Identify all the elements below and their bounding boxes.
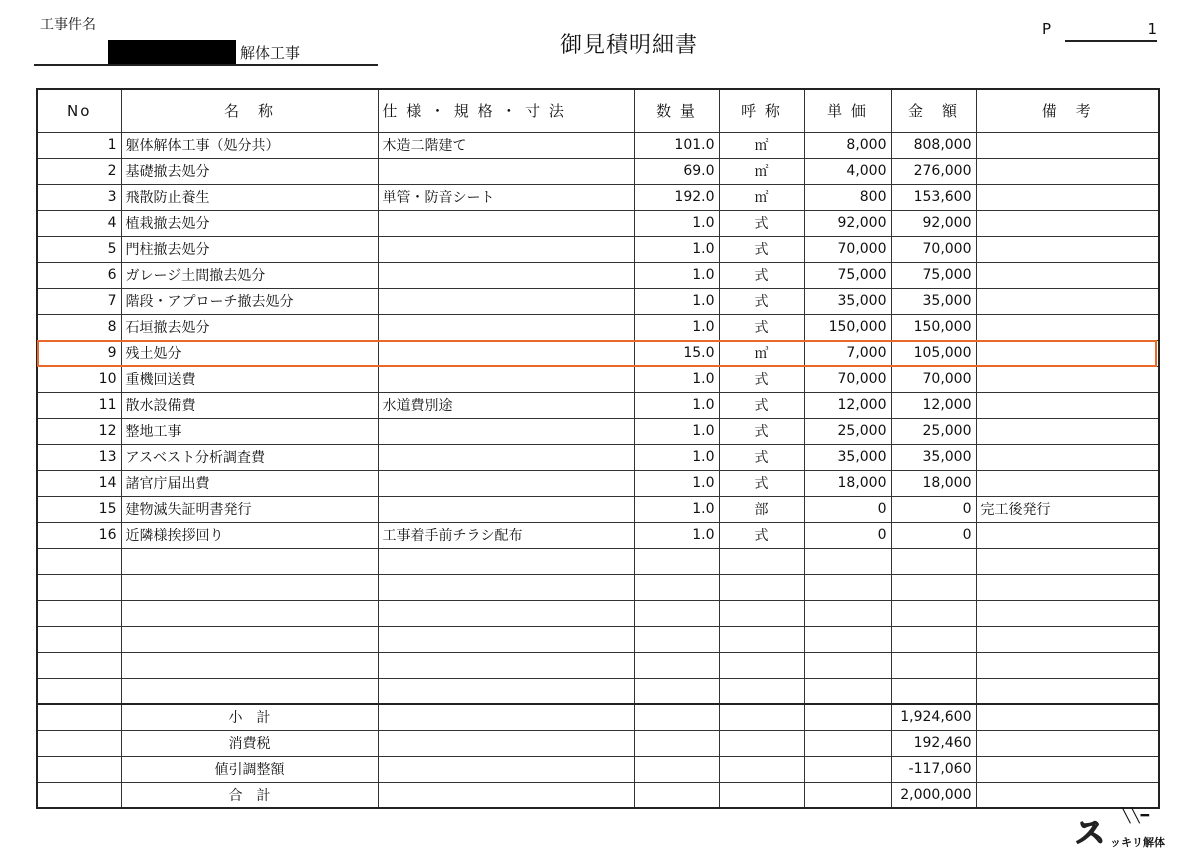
table-row <box>37 314 1159 340</box>
cell-unit <box>719 652 804 678</box>
cell-name: 基礎撤去処分 <box>121 158 378 184</box>
total-row <box>37 782 1159 808</box>
cell-price: 150,000 <box>804 314 891 340</box>
cell-name: 石垣撤去処分 <box>121 314 378 340</box>
cell-note <box>976 288 1159 314</box>
cell-note <box>976 444 1159 470</box>
cell-price <box>804 730 891 756</box>
cell-name: 散水設備費 <box>121 392 378 418</box>
cell-note: 完工後発行 <box>976 496 1159 522</box>
cell-no <box>37 652 121 678</box>
cell-note <box>976 314 1159 340</box>
cell-name: 躯体解体工事（処分共） <box>121 132 378 158</box>
cell-unit <box>719 704 804 730</box>
cell-amount: 75,000 <box>891 262 976 288</box>
cell-unit: ㎡ <box>719 184 804 210</box>
cell-unit <box>719 678 804 704</box>
cell-price <box>804 574 891 600</box>
cell-note <box>976 678 1159 704</box>
empty-row <box>37 626 1159 652</box>
cell-unit <box>719 756 804 782</box>
cell-price: 4,000 <box>804 158 891 184</box>
cell-no: 3 <box>37 184 121 210</box>
cell-qty <box>634 600 719 626</box>
table-row <box>37 262 1159 288</box>
cell-price: 0 <box>804 496 891 522</box>
cell-name: 近隣様挨拶回り <box>121 522 378 548</box>
underline <box>34 64 378 66</box>
cell-amount: 18,000 <box>891 470 976 496</box>
cell-spec <box>378 626 634 652</box>
cell-price: 7,000 <box>804 340 891 366</box>
cell-unit <box>719 626 804 652</box>
cell-qty <box>634 730 719 756</box>
cell-price <box>804 704 891 730</box>
cell-price: 18,000 <box>804 470 891 496</box>
cell-amount: 0 <box>891 496 976 522</box>
cell-name: 残土処分 <box>121 340 378 366</box>
cell-no <box>37 548 121 574</box>
cell-qty <box>634 782 719 808</box>
cell-qty: 1.0 <box>634 262 719 288</box>
cell-qty <box>634 574 719 600</box>
cell-qty: 69.0 <box>634 158 719 184</box>
cell-unit <box>719 600 804 626</box>
redacted-block <box>108 40 236 64</box>
cell-price: 25,000 <box>804 418 891 444</box>
cell-note <box>976 210 1159 236</box>
cell-note <box>976 184 1159 210</box>
cell-amount <box>891 574 976 600</box>
cell-price: 12,000 <box>804 392 891 418</box>
cell-price: 35,000 <box>804 288 891 314</box>
cell-qty: 1.0 <box>634 392 719 418</box>
total-amount: 2,000,000 <box>891 782 976 808</box>
table-row <box>37 522 1159 548</box>
cell-no: 10 <box>37 366 121 392</box>
cell-spec <box>378 314 634 340</box>
table-row <box>37 496 1159 522</box>
cell-note <box>976 574 1159 600</box>
cell-no: 5 <box>37 236 121 262</box>
cell-qty: 1.0 <box>634 366 719 392</box>
cell-spec <box>378 678 634 704</box>
cell-spec <box>378 652 634 678</box>
cell-amount <box>891 548 976 574</box>
empty-row <box>37 548 1159 574</box>
cell-unit: 式 <box>719 418 804 444</box>
cell-note <box>976 756 1159 782</box>
cell-spec <box>378 574 634 600</box>
total-amount: -117,060 <box>891 756 976 782</box>
total-row <box>37 704 1159 730</box>
cell-qty: 192.0 <box>634 184 719 210</box>
cell-qty <box>634 756 719 782</box>
table-row <box>37 470 1159 496</box>
column-header-note: 備 考 <box>976 89 1159 132</box>
cell-name <box>121 678 378 704</box>
empty-row <box>37 600 1159 626</box>
cell-unit: 式 <box>719 210 804 236</box>
cell-price: 70,000 <box>804 236 891 262</box>
cell-name: アスベスト分析調査費 <box>121 444 378 470</box>
project-name: 解体工事 <box>240 44 301 62</box>
cell-name: 門柱撤去処分 <box>121 236 378 262</box>
cell-name <box>121 548 378 574</box>
cell-amount: 105,000 <box>891 340 976 366</box>
cell-spec <box>378 236 634 262</box>
table-row <box>37 184 1159 210</box>
cell-spec: 単管・防音シート <box>378 184 634 210</box>
cell-note <box>976 704 1159 730</box>
cell-note <box>976 600 1159 626</box>
column-header-name: 名 称 <box>121 89 378 132</box>
cell-spec <box>378 730 634 756</box>
cell-name: 整地工事 <box>121 418 378 444</box>
cell-spec <box>378 470 634 496</box>
cell-unit: ㎡ <box>719 158 804 184</box>
page-label: P <box>1042 20 1052 38</box>
cell-name: 植栽撤去処分 <box>121 210 378 236</box>
cell-no: 9 <box>37 340 121 366</box>
cell-spec <box>378 756 634 782</box>
cell-qty: 1.0 <box>634 288 719 314</box>
cell-no: 8 <box>37 314 121 340</box>
cell-qty <box>634 548 719 574</box>
table-row <box>37 366 1159 392</box>
table-row <box>37 418 1159 444</box>
cell-note <box>976 418 1159 444</box>
cell-note <box>976 392 1159 418</box>
cell-note <box>976 132 1159 158</box>
cell-no: 15 <box>37 496 121 522</box>
cell-name <box>121 652 378 678</box>
cell-price: 35,000 <box>804 444 891 470</box>
cell-spec <box>378 548 634 574</box>
cell-qty <box>634 704 719 730</box>
cell-no <box>37 782 121 808</box>
cell-amount: 25,000 <box>891 418 976 444</box>
cell-price <box>804 756 891 782</box>
cell-amount <box>891 678 976 704</box>
cell-qty: 1.0 <box>634 418 719 444</box>
cell-amount <box>891 600 976 626</box>
cell-note <box>976 626 1159 652</box>
cell-amount: 153,600 <box>891 184 976 210</box>
cell-unit: 部 <box>719 496 804 522</box>
total-row <box>37 730 1159 756</box>
cell-note <box>976 262 1159 288</box>
cell-price: 0 <box>804 522 891 548</box>
cell-name <box>121 574 378 600</box>
cell-name: 重機回送費 <box>121 366 378 392</box>
table-row <box>37 132 1159 158</box>
cell-name: ガレージ土間撤去処分 <box>121 262 378 288</box>
cell-amount <box>891 626 976 652</box>
cell-unit: 式 <box>719 262 804 288</box>
cell-note <box>976 522 1159 548</box>
table-row <box>37 236 1159 262</box>
cell-unit: 式 <box>719 392 804 418</box>
cell-no: 16 <box>37 522 121 548</box>
cell-spec <box>378 444 634 470</box>
total-label: 消費税 <box>121 730 378 756</box>
cell-unit <box>719 574 804 600</box>
cell-unit: 式 <box>719 288 804 314</box>
cell-qty: 1.0 <box>634 236 719 262</box>
cell-amount: 35,000 <box>891 444 976 470</box>
logo: ス <box>1075 816 1105 851</box>
cell-no: 13 <box>37 444 121 470</box>
cell-price <box>804 600 891 626</box>
cell-amount: 12,000 <box>891 392 976 418</box>
cell-no: 14 <box>37 470 121 496</box>
empty-row <box>37 574 1159 600</box>
cell-no <box>37 730 121 756</box>
column-header-amount: 金 額 <box>891 89 976 132</box>
cell-no: 7 <box>37 288 121 314</box>
cell-spec <box>378 210 634 236</box>
cell-amount: 35,000 <box>891 288 976 314</box>
cell-unit: 式 <box>719 470 804 496</box>
cell-spec <box>378 418 634 444</box>
column-header-qty: 数 量 <box>634 89 719 132</box>
cell-unit: 式 <box>719 522 804 548</box>
table-row <box>37 288 1159 314</box>
burst-icon: ╲ ╲ ━ <box>1122 808 1148 824</box>
cell-note <box>976 236 1159 262</box>
cell-amount: 70,000 <box>891 236 976 262</box>
cell-unit: 式 <box>719 236 804 262</box>
cell-no: 11 <box>37 392 121 418</box>
cell-spec: 工事着手前チラシ配布 <box>378 522 634 548</box>
cell-price: 8,000 <box>804 132 891 158</box>
cell-unit: ㎡ <box>719 132 804 158</box>
table-header <box>37 89 1159 132</box>
cell-name: 階段・アプローチ撤去処分 <box>121 288 378 314</box>
cell-no: 1 <box>37 132 121 158</box>
cell-note <box>976 782 1159 808</box>
cell-name: 建物滅失証明書発行 <box>121 496 378 522</box>
cell-note <box>976 652 1159 678</box>
document-title: 御見積明細書 <box>560 33 699 58</box>
cell-no <box>37 678 121 704</box>
empty-row <box>37 652 1159 678</box>
cell-amount <box>891 652 976 678</box>
cell-no <box>37 756 121 782</box>
cell-price: 800 <box>804 184 891 210</box>
cell-name: 飛散防止養生 <box>121 184 378 210</box>
total-label: 小 計 <box>121 704 378 730</box>
cell-unit <box>719 730 804 756</box>
cell-qty: 1.0 <box>634 522 719 548</box>
cell-amount: 70,000 <box>891 366 976 392</box>
cell-no <box>37 600 121 626</box>
total-row <box>37 756 1159 782</box>
cell-spec <box>378 288 634 314</box>
cell-amount: 276,000 <box>891 158 976 184</box>
cell-note <box>976 366 1159 392</box>
column-header-price: 単 価 <box>804 89 891 132</box>
cell-name <box>121 600 378 626</box>
cell-qty: 1.0 <box>634 496 719 522</box>
cell-no <box>37 704 121 730</box>
cell-qty: 1.0 <box>634 444 719 470</box>
cell-spec <box>378 496 634 522</box>
cell-unit: 式 <box>719 444 804 470</box>
cell-price <box>804 548 891 574</box>
cell-qty <box>634 678 719 704</box>
cell-price: 75,000 <box>804 262 891 288</box>
estimate-table <box>36 88 1160 809</box>
column-header-spec: 仕 様 ・ 規 格 ・ 寸 法 <box>378 89 634 132</box>
cell-spec <box>378 262 634 288</box>
total-amount: 192,460 <box>891 730 976 756</box>
cell-note <box>976 158 1159 184</box>
total-label: 値引調整額 <box>121 756 378 782</box>
cell-unit: 式 <box>719 314 804 340</box>
cell-qty <box>634 626 719 652</box>
cell-price: 92,000 <box>804 210 891 236</box>
cell-price <box>804 782 891 808</box>
table-row <box>37 444 1159 470</box>
cell-spec: 木造二階建て <box>378 132 634 158</box>
total-amount: 1,924,600 <box>891 704 976 730</box>
cell-no <box>37 574 121 600</box>
cell-price: 70,000 <box>804 366 891 392</box>
cell-no: 12 <box>37 418 121 444</box>
cell-qty: 101.0 <box>634 132 719 158</box>
cell-price <box>804 626 891 652</box>
cell-no <box>37 626 121 652</box>
cell-price <box>804 678 891 704</box>
logo-text: ッキリ解体 <box>1110 836 1165 849</box>
cell-spec <box>378 366 634 392</box>
cell-unit <box>719 548 804 574</box>
table-row <box>37 210 1159 236</box>
cell-unit <box>719 782 804 808</box>
column-header-unit: 呼 称 <box>719 89 804 132</box>
table-row <box>37 158 1159 184</box>
empty-row <box>37 678 1159 704</box>
cell-spec <box>378 158 634 184</box>
cell-note <box>976 470 1159 496</box>
page-number: 1 <box>1065 20 1157 42</box>
cell-amount: 0 <box>891 522 976 548</box>
cell-amount: 150,000 <box>891 314 976 340</box>
cell-spec <box>378 782 634 808</box>
highlight-row-9 <box>37 340 1157 367</box>
cell-price <box>804 652 891 678</box>
cell-spec: 水道費別途 <box>378 392 634 418</box>
cell-qty <box>634 652 719 678</box>
cell-qty: 1.0 <box>634 470 719 496</box>
cell-qty: 15.0 <box>634 340 719 366</box>
project-name-label: 工事件名 <box>40 17 96 33</box>
cell-note <box>976 548 1159 574</box>
total-label: 合 計 <box>121 782 378 808</box>
cell-name: 諸官庁届出費 <box>121 470 378 496</box>
cell-name <box>121 626 378 652</box>
cell-unit: 式 <box>719 366 804 392</box>
cell-amount: 808,000 <box>891 132 976 158</box>
cell-note <box>976 730 1159 756</box>
column-header-no: No <box>37 89 121 132</box>
cell-qty: 1.0 <box>634 210 719 236</box>
cell-no: 4 <box>37 210 121 236</box>
cell-unit: ㎥ <box>719 340 804 366</box>
cell-spec <box>378 704 634 730</box>
table-row <box>37 392 1159 418</box>
cell-qty: 1.0 <box>634 314 719 340</box>
cell-no: 2 <box>37 158 121 184</box>
cell-no: 6 <box>37 262 121 288</box>
cell-amount: 92,000 <box>891 210 976 236</box>
cell-spec <box>378 600 634 626</box>
